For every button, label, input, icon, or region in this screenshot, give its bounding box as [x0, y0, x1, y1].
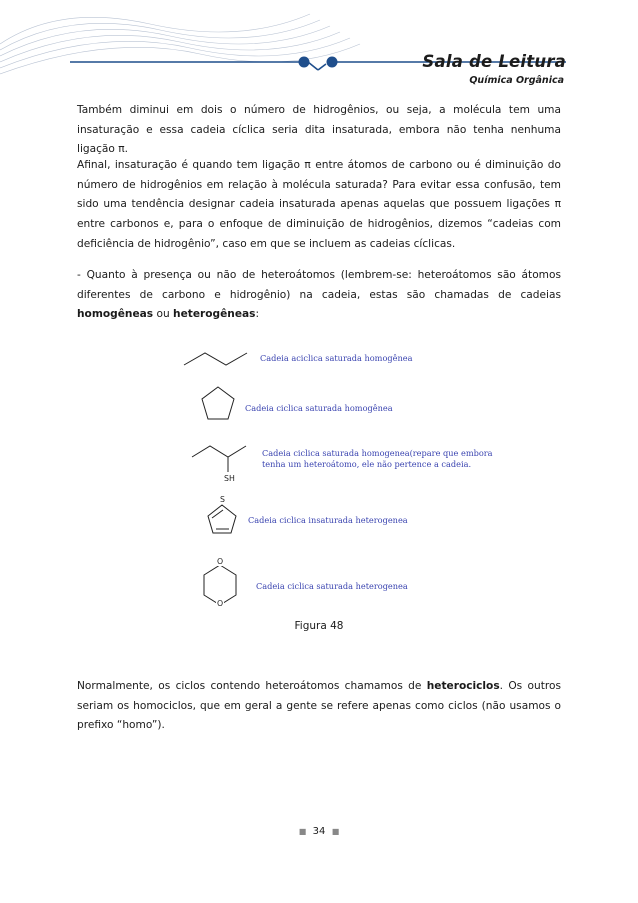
label-ciclica-saturada-heterogenea: Cadeia ciclica saturada heterogenea	[256, 581, 408, 591]
term-heterogeneas: heterogêneas	[173, 308, 256, 321]
paragraph-4: Normalmente, os ciclos contendo heteroátomos chamamos de heterociclos. Os outros seriam os homociclos, que em geral a gente se refere apenas como ciclos (não usamos o prefixo “homo”).	[77, 680, 562, 732]
header-title: Sala de Leitura	[422, 52, 566, 71]
atom-s: S	[220, 495, 225, 504]
cyclopentane-ring	[202, 387, 234, 419]
paragraph-1: Também diminui em dois o número de hidrogênios, ou seja, a molécula tem uma insaturação e essa cadeia cíclica seria dita insaturada, embora não tenha nenhuma ligação π.	[77, 104, 561, 156]
term-heterociclos: heterociclos	[426, 680, 500, 692]
acyclic-chain	[184, 353, 247, 365]
label-ciclica-heteroatomo-line1: Cadeia ciclica saturada homogenea(repare que embora	[262, 448, 493, 458]
paragraph-3: - Quanto à presença ou não de heteroátomos (lembrem-se: heteroátomos são átomos diferentes de carbono e hidrogênio) na cadeia, estas são chamadas de cadeias homogêneas ou heterogêneas:	[77, 269, 561, 321]
header-dot-left	[299, 57, 310, 68]
label-aciclica-saturada: Cadeia aciclica saturada homogênea	[260, 353, 413, 363]
branched-chain	[192, 446, 246, 457]
figure-48	[150, 335, 510, 625]
label-ciclica-saturada: Cadeia ciclica saturada homogênea	[245, 403, 393, 413]
figure-caption: Figura 48	[294, 620, 344, 632]
page-number: ■ 34 ■	[298, 826, 340, 837]
paragraph-2: Afinal, insaturação é quando tem ligação π entre átomos de carbono ou é diminuição do número de hidrogênios em relação à molécula saturada? Para evitar essa confusão, tem sido uma tendência designar cadeia insaturada apenas aquelas que possuem ligações π entre carbonos e, para o enfoque de diminuição de hidrogênios, dizemos “cadeias com deficiência de hidrogênio”, caso em que se incluem as cadeias cíclicas.	[77, 159, 561, 250]
term-homogeneas: homogêneas	[77, 308, 154, 321]
label-ciclica-insaturada-heterogenea: Cadeia ciclica insaturada heterogenea	[248, 515, 408, 525]
label-ciclica-heteroatomo-line2: tenha um heteroátomo, ele não pertence a cadeia.	[262, 459, 472, 469]
header-dot-right	[327, 57, 338, 68]
header-subtitle: Química Orgânica	[469, 75, 564, 86]
atom-o-top: O	[217, 557, 224, 566]
atom-sh: SH	[224, 474, 235, 483]
atom-o-bottom: O	[217, 599, 224, 608]
